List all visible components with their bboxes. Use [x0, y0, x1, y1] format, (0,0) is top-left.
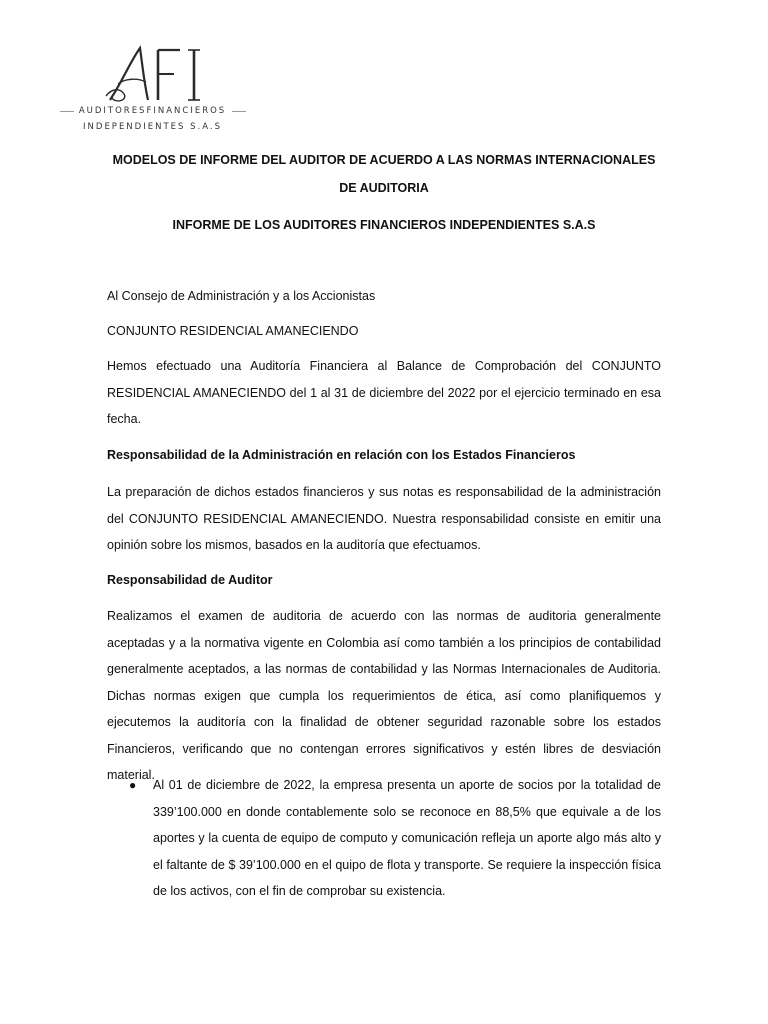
section-heading-auditor: Responsabilidad de Auditor	[107, 573, 273, 587]
section-heading-administration: Responsabilidad de la Administración en relación con los Estados Financieros	[107, 448, 576, 462]
logo-text-line2: INDEPENDIENTES S.A.S	[83, 122, 222, 132]
section-paragraph-auditor: Realizamos el examen de auditoria de acuerdo con las normas de auditoria generalmente aceptadas y a la normativa vigente en Colombia así como también a los principios de contabilidad generalmente aceptados, a las normas de contabilidad y las Normas Internacionales de Auditoria. Dichas normas exigen que cumpla los requerimientos de ética, así como planifiquemos y ejecutemos la auditoría con la finalidad de obtener seguridad razonable sobre los estados Financieros, verificando que no contengan errores significativos y estén libres de desviación material.	[107, 609, 661, 782]
afi-monogram-logo	[104, 42, 214, 106]
intro-paragraph: Hemos efectuado una Auditoría Financiera al Balance de Comprobación del CONJUNTO RESIDENCIAL AMANECIENDO del 1 al 31 de diciembre del 2022 por el ejercicio terminado en esa fecha.	[107, 359, 661, 426]
addressee-line: Al Consejo de Administración y a los Accionistas	[107, 289, 376, 303]
finding-text: Al 01 de diciembre de 2022, la empresa presenta un aporte de socios por la totalidad de 339’100.000 en donde contablemente solo se reconoce en 88,5% que equivale a de los aportes y la cuenta de equipo de computo y comunicación refleja un aporte algo más alto y el faltante de $ 39’100.000 en el quipo de flota y transporte. Se requiere la inspección física de los activos, con el fin de comprobar su existencia.	[153, 778, 661, 898]
findings-list	[107, 772, 661, 905]
company-logo	[60, 40, 245, 140]
list-item	[107, 772, 661, 905]
bullet-icon: ●	[129, 778, 137, 792]
document-title: MODELOS DE INFORME DEL AUDITOR DE ACUERDO A LAS NORMAS INTERNACIONALES DE AUDITORIA	[112, 153, 656, 195]
document-subtitle: INFORME DE LOS AUDITORES FINANCIEROS INDEPENDIENTES S.A.S	[172, 218, 596, 232]
entity-name: CONJUNTO RESIDENCIAL AMANECIENDO	[107, 324, 359, 338]
logo-text-line1: AUDITORESFINANCIEROS	[78, 106, 227, 116]
section-paragraph-administration: La preparación de dichos estados financieros y sus notas es responsabilidad de la administración del CONJUNTO RESIDENCIAL AMANECIENDO. Nuestra responsabilidad consiste en emitir una opinión sobre los mismos, basados en la auditoría que efectuamos.	[107, 485, 661, 552]
